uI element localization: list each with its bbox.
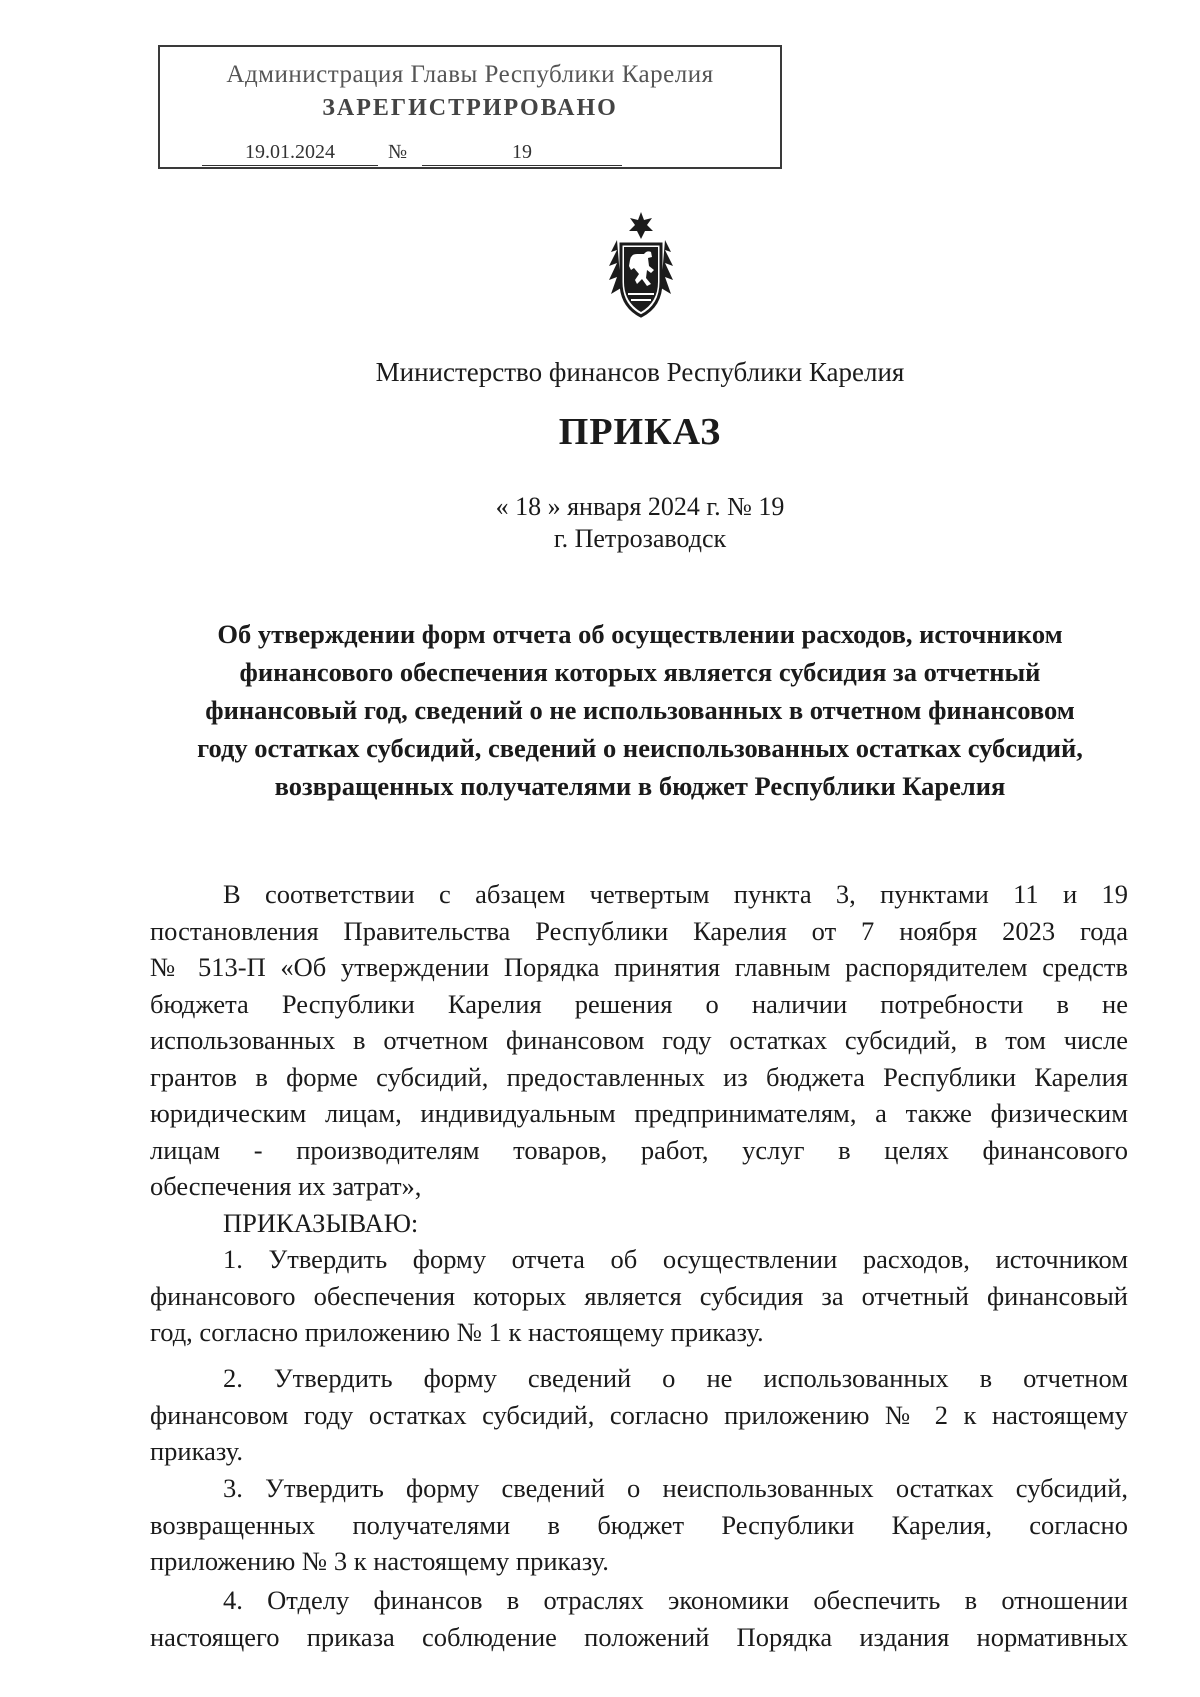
order-body-item-3: [150, 1470, 1128, 1580]
order-date-number: « 18 » января 2024 г. № 19: [495, 492, 785, 521]
title-line: возвращенных получателями в бюджет Республики Карелия: [274, 771, 1006, 801]
body-line-item-4: 4. Отделу финансов в отраслях экономики обеспечить в отношении: [223, 1585, 1128, 1615]
body-line: лицам - производителям товаров, работ, услуг в целях финансового: [150, 1134, 1128, 1165]
body-line-item-2: 2. Утвердить форму сведений о не использованных в отчетном: [223, 1363, 1128, 1393]
registration-stamp: [158, 45, 782, 169]
body-line: финансовом году остатках субсидий, согласно приложению № 2 к настоящему: [150, 1399, 1128, 1430]
body-line-item-1: 1. Утвердить форму отчета об осуществлении расходов, источником: [223, 1244, 1128, 1274]
order-title: [150, 615, 1130, 805]
body-line: обеспечения их затрат»,: [150, 1171, 422, 1201]
title-line: финансового обеспечения которых является субсидия за отчетный: [239, 657, 1041, 687]
stamp-registered: ЗАРЕГИСТРИРОВАНО: [322, 95, 618, 121]
document-type: ПРИКАЗ: [558, 411, 722, 453]
body-line: № 513-П «Об утверждении Порядка принятия главным распорядителем средств: [150, 952, 1128, 982]
body-line: приказу.: [150, 1436, 243, 1466]
body-line-item-3: 3. Утвердить форму сведений о неиспользованных остатках субсидий,: [223, 1473, 1128, 1503]
body-line: постановления Правительства Республики Карелия от 7 ноября 2023 года: [150, 915, 1128, 946]
body-line: возвращенных получателями в бюджет Республики Карелия, согласно: [150, 1509, 1128, 1540]
title-line: финансовый год, сведений о не использованных в отчетном финансовом: [205, 695, 1075, 725]
body-line-order-word: ПРИКАЗЫВАЮ:: [223, 1207, 419, 1238]
body-line: приложению № 3 к настоящему приказу.: [150, 1546, 609, 1576]
stamp-administration: Администрация Главы Республики Карелия: [226, 61, 714, 88]
body-line: В соответствии с абзацем четвертым пункта 3, пунктами 11 и 19: [223, 879, 1128, 909]
order-city: г. Петрозаводск: [553, 524, 727, 553]
title-line: Об утверждении форм отчета об осуществлении расходов, источником: [217, 619, 1063, 649]
ministry-name: Министерство финансов Республики Карелия: [375, 357, 905, 387]
stamp-number-label: №: [388, 141, 408, 163]
title-line: году остатках субсидий, сведений о неиспользованных остатках субсидий,: [197, 733, 1083, 763]
body-line: грантов в форме субсидий, предоставленных из бюджета Республики Карелия: [150, 1061, 1128, 1092]
order-body: [150, 876, 1128, 1351]
stamp-date: 19.01.2024: [202, 141, 378, 166]
body-line: настоящего приказа соблюдение положений Порядка издания нормативных: [150, 1621, 1128, 1652]
order-body-item-4: [150, 1582, 1128, 1655]
body-line: юридическим лицам, индивидуальным предпринимателям, а также физическим: [150, 1098, 1128, 1128]
body-line: год, согласно приложению № 1 к настоящему приказу.: [150, 1317, 764, 1347]
body-line: финансового обеспечения которых является субсидия за отчетный финансовый: [150, 1280, 1128, 1311]
body-line: использованных в отчетном финансовом году остатках субсидий, в том числе: [150, 1025, 1128, 1055]
stamp-number: 19: [422, 141, 622, 166]
karelia-coat-of-arms-icon: [597, 210, 685, 322]
order-body-continued: [150, 1360, 1128, 1470]
body-line: бюджета Республики Карелия решения о наличии потребности в не: [150, 988, 1128, 1019]
stamp-registration-row: [202, 141, 762, 165]
